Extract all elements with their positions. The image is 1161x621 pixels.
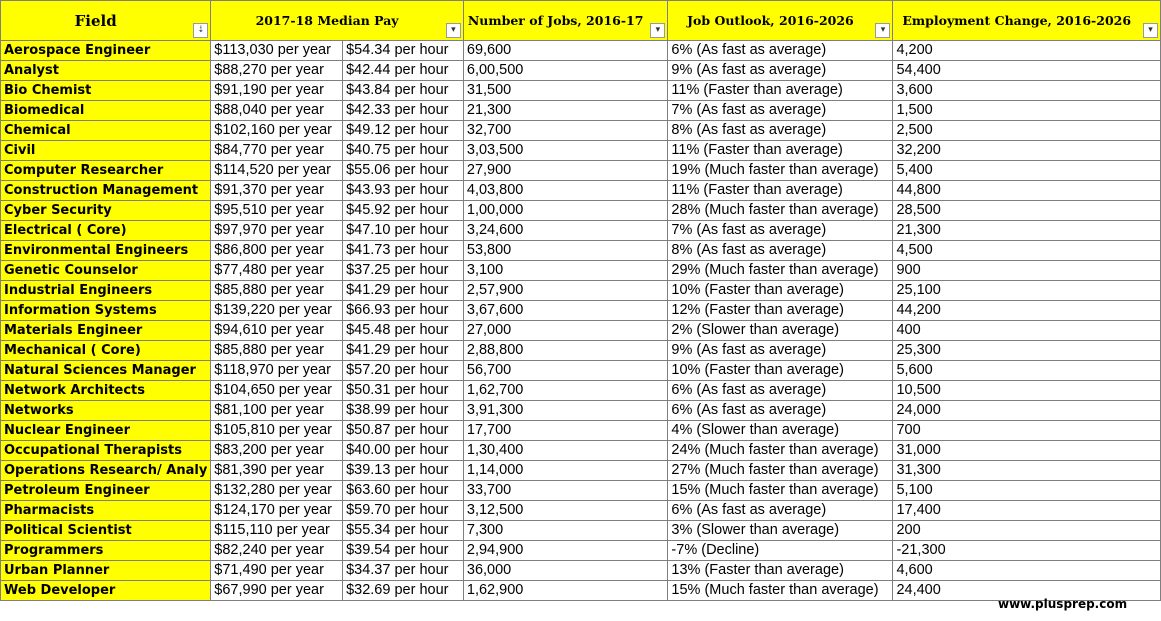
sort-filter-icon[interactable]: ⇣ [193, 23, 208, 38]
hourly-pay-cell[interactable]: $63.60 per hour [343, 481, 464, 501]
field-cell[interactable]: Chemical [1, 121, 211, 141]
employment-change-cell[interactable]: 200 [893, 521, 1161, 541]
annual-pay-cell[interactable]: $95,510 per year [211, 201, 343, 221]
jobs-cell[interactable]: 1,62,700 [463, 381, 668, 401]
jobs-cell[interactable]: 36,000 [463, 561, 668, 581]
outlook-cell[interactable]: 10% (Faster than average) [668, 361, 893, 381]
annual-pay-cell[interactable]: $83,200 per year [211, 441, 343, 461]
table-row [1, 61, 1161, 81]
outlook-cell[interactable]: -7% (Decline) [668, 541, 893, 561]
employment-change-cell[interactable]: -21,300 [893, 541, 1161, 561]
header-number-of-jobs: Number of Jobs, 2016-17 ▾ [463, 1, 668, 41]
hourly-pay-cell[interactable]: $34.37 per hour [343, 561, 464, 581]
field-cell[interactable]: Networks [1, 401, 211, 421]
annual-pay-cell[interactable]: $86,800 per year [211, 241, 343, 261]
outlook-cell[interactable]: 15% (Much faster than average) [668, 481, 893, 501]
table-body [1, 41, 1161, 601]
field-cell[interactable]: Computer Researcher [1, 161, 211, 181]
field-cell[interactable]: Analyst [1, 61, 211, 81]
outlook-cell[interactable]: 7% (As fast as average) [668, 101, 893, 121]
jobs-cell[interactable]: 21,300 [463, 101, 668, 121]
field-cell[interactable]: Pharmacists [1, 501, 211, 521]
employment-change-cell[interactable]: 17,400 [893, 501, 1161, 521]
annual-pay-cell[interactable]: $91,190 per year [211, 81, 343, 101]
employment-change-cell[interactable]: 31,300 [893, 461, 1161, 481]
annual-pay-cell[interactable]: $94,610 per year [211, 321, 343, 341]
table-row [1, 401, 1161, 421]
hourly-pay-cell[interactable]: $45.48 per hour [343, 321, 464, 341]
outlook-cell[interactable]: 24% (Much faster than average) [668, 441, 893, 461]
annual-pay-cell[interactable]: $88,040 per year [211, 101, 343, 121]
outlook-cell[interactable]: 2% (Slower than average) [668, 321, 893, 341]
hourly-pay-cell[interactable]: $54.34 per hour [343, 41, 464, 61]
field-cell[interactable]: Electrical ( Core) [1, 221, 211, 241]
annual-pay-cell[interactable]: $88,270 per year [211, 61, 343, 81]
annual-pay-cell[interactable]: $124,170 per year [211, 501, 343, 521]
dropdown-icon[interactable]: ▾ [446, 23, 461, 38]
jobs-cell[interactable]: 27,900 [463, 161, 668, 181]
outlook-cell[interactable]: 10% (Faster than average) [668, 281, 893, 301]
employment-change-cell[interactable]: 21,300 [893, 221, 1161, 241]
outlook-cell[interactable]: 8% (As fast as average) [668, 241, 893, 261]
outlook-cell[interactable]: 6% (As fast as average) [668, 501, 893, 521]
employment-change-cell[interactable]: 25,100 [893, 281, 1161, 301]
hourly-pay-cell[interactable]: $55.34 per hour [343, 521, 464, 541]
hourly-pay-cell[interactable]: $39.54 per hour [343, 541, 464, 561]
outlook-cell[interactable]: 4% (Slower than average) [668, 421, 893, 441]
dropdown-icon[interactable]: ▾ [875, 23, 890, 38]
annual-pay-cell[interactable]: $81,100 per year [211, 401, 343, 421]
annual-pay-cell[interactable]: $102,160 per year [211, 121, 343, 141]
annual-pay-cell[interactable]: $115,110 per year [211, 521, 343, 541]
field-cell[interactable]: Cyber Security [1, 201, 211, 221]
table-row [1, 221, 1161, 241]
table-row [1, 561, 1161, 581]
hourly-pay-cell[interactable]: $66.93 per hour [343, 301, 464, 321]
employment-change-cell[interactable]: 44,800 [893, 181, 1161, 201]
hourly-pay-cell[interactable]: $59.70 per hour [343, 501, 464, 521]
employment-change-cell[interactable]: 4,200 [893, 41, 1161, 61]
jobs-cell[interactable]: 3,91,300 [463, 401, 668, 421]
outlook-cell[interactable]: 6% (As fast as average) [668, 401, 893, 421]
outlook-cell[interactable]: 13% (Faster than average) [668, 561, 893, 581]
table-row [1, 41, 1161, 61]
table-row [1, 281, 1161, 301]
annual-pay-cell[interactable]: $81,390 per year [211, 461, 343, 481]
table-row [1, 581, 1161, 601]
jobs-cell[interactable]: 17,700 [463, 421, 668, 441]
outlook-cell[interactable]: 7% (As fast as average) [668, 221, 893, 241]
employment-change-cell[interactable]: 24,400 [893, 581, 1161, 601]
employment-change-cell[interactable]: 24,000 [893, 401, 1161, 421]
outlook-cell[interactable]: 29% (Much faster than average) [668, 261, 893, 281]
annual-pay-cell[interactable]: $84,770 per year [211, 141, 343, 161]
table-row [1, 161, 1161, 181]
field-cell[interactable]: Petroleum Engineer [1, 481, 211, 501]
field-cell[interactable]: Industrial Engineers [1, 281, 211, 301]
table-row [1, 121, 1161, 141]
field-cell[interactable]: Political Scientist [1, 521, 211, 541]
jobs-cell[interactable]: 33,700 [463, 481, 668, 501]
field-cell[interactable]: Network Architects [1, 381, 211, 401]
field-cell[interactable]: Bio Chemist [1, 81, 211, 101]
hourly-pay-cell[interactable]: $50.87 per hour [343, 421, 464, 441]
jobs-cell[interactable]: 32,700 [463, 121, 668, 141]
field-cell[interactable]: Nuclear Engineer [1, 421, 211, 441]
employment-change-cell[interactable]: 10,500 [893, 381, 1161, 401]
table-row [1, 481, 1161, 501]
table-row [1, 521, 1161, 541]
table-row [1, 101, 1161, 121]
annual-pay-cell[interactable]: $91,370 per year [211, 181, 343, 201]
jobs-cell[interactable]: 6,00,500 [463, 61, 668, 81]
jobs-cell[interactable]: 3,67,600 [463, 301, 668, 321]
field-cell[interactable]: Web Developer [1, 581, 211, 601]
jobs-cell[interactable]: 7,300 [463, 521, 668, 541]
employment-change-cell[interactable]: 1,500 [893, 101, 1161, 121]
hourly-pay-cell[interactable]: $43.93 per hour [343, 181, 464, 201]
field-cell[interactable]: Biomedical [1, 101, 211, 121]
employment-change-cell[interactable]: 25,300 [893, 341, 1161, 361]
employment-change-cell[interactable]: 31,000 [893, 441, 1161, 461]
employment-change-cell[interactable]: 700 [893, 421, 1161, 441]
jobs-cell[interactable]: 4,03,800 [463, 181, 668, 201]
table-row [1, 201, 1161, 221]
jobs-cell[interactable]: 3,03,500 [463, 141, 668, 161]
jobs-cell[interactable]: 1,00,000 [463, 201, 668, 221]
hourly-pay-cell[interactable]: $41.73 per hour [343, 241, 464, 261]
table-row [1, 381, 1161, 401]
employment-change-cell[interactable]: 28,500 [893, 201, 1161, 221]
annual-pay-cell[interactable]: $85,880 per year [211, 341, 343, 361]
table-row [1, 341, 1161, 361]
jobs-cell[interactable]: 69,600 [463, 41, 668, 61]
field-cell[interactable]: Construction Management [1, 181, 211, 201]
outlook-cell[interactable]: 6% (As fast as average) [668, 41, 893, 61]
table-row [1, 141, 1161, 161]
annual-pay-cell[interactable]: $97,970 per year [211, 221, 343, 241]
hourly-pay-cell[interactable]: $41.29 per hour [343, 341, 464, 361]
employment-change-cell[interactable]: 400 [893, 321, 1161, 341]
outlook-cell[interactable]: 15% (Much faster than average) [668, 581, 893, 601]
outlook-cell[interactable]: 19% (Much faster than average) [668, 161, 893, 181]
employment-change-cell[interactable]: 4,500 [893, 241, 1161, 261]
jobs-cell[interactable]: 27,000 [463, 321, 668, 341]
jobs-cell[interactable]: 53,800 [463, 241, 668, 261]
header-employment-change: Employment Change, 2016-2026 ▾ [893, 1, 1161, 41]
annual-pay-cell[interactable]: $104,650 per year [211, 381, 343, 401]
hourly-pay-cell[interactable]: $57.20 per hour [343, 361, 464, 381]
hourly-pay-cell[interactable]: $55.06 per hour [343, 161, 464, 181]
field-cell[interactable]: Genetic Counselor [1, 261, 211, 281]
annual-pay-cell[interactable]: $82,240 per year [211, 541, 343, 561]
dropdown-icon[interactable]: ▾ [650, 23, 665, 38]
hourly-pay-cell[interactable]: $32.69 per hour [343, 581, 464, 601]
employment-change-cell[interactable]: 54,400 [893, 61, 1161, 81]
hourly-pay-cell[interactable]: $47.10 per hour [343, 221, 464, 241]
hourly-pay-cell[interactable]: $41.29 per hour [343, 281, 464, 301]
employment-change-cell[interactable]: 3,600 [893, 81, 1161, 101]
employment-change-cell[interactable]: 2,500 [893, 121, 1161, 141]
annual-pay-cell[interactable]: $105,810 per year [211, 421, 343, 441]
header-field: Field ⇣ [1, 1, 211, 41]
table-row [1, 301, 1161, 321]
outlook-cell[interactable]: 6% (As fast as average) [668, 381, 893, 401]
employment-change-cell[interactable]: 32,200 [893, 141, 1161, 161]
outlook-cell[interactable]: 3% (Slower than average) [668, 521, 893, 541]
table-row [1, 241, 1161, 261]
table-row [1, 441, 1161, 461]
employment-change-cell[interactable]: 4,600 [893, 561, 1161, 581]
hourly-pay-cell[interactable]: $42.33 per hour [343, 101, 464, 121]
annual-pay-cell[interactable]: $139,220 per year [211, 301, 343, 321]
hourly-pay-cell[interactable]: $45.92 per hour [343, 201, 464, 221]
site-watermark: www.plusprep.com [998, 597, 1128, 611]
jobs-cell[interactable]: 3,24,600 [463, 221, 668, 241]
table-row [1, 421, 1161, 441]
employment-change-cell[interactable]: 5,100 [893, 481, 1161, 501]
field-cell[interactable]: Aerospace Engineer [1, 41, 211, 61]
table-row [1, 461, 1161, 481]
table-row [1, 361, 1161, 381]
annual-pay-cell[interactable]: $132,280 per year [211, 481, 343, 501]
employment-change-cell[interactable]: 5,600 [893, 361, 1161, 381]
field-cell[interactable]: Mechanical ( Core) [1, 341, 211, 361]
header-median-pay: 2017-18 Median Pay ▾ [211, 1, 464, 41]
table-row [1, 321, 1161, 341]
field-cell[interactable]: Information Systems [1, 301, 211, 321]
jobs-cell[interactable]: 3,100 [463, 261, 668, 281]
hourly-pay-cell[interactable]: $40.75 per hour [343, 141, 464, 161]
outlook-cell[interactable]: 28% (Much faster than average) [668, 201, 893, 221]
jobs-cell[interactable]: 2,94,900 [463, 541, 668, 561]
annual-pay-cell[interactable]: $77,480 per year [211, 261, 343, 281]
hourly-pay-cell[interactable]: $38.99 per hour [343, 401, 464, 421]
outlook-cell[interactable]: 11% (Faster than average) [668, 181, 893, 201]
jobs-cell[interactable]: 1,14,000 [463, 461, 668, 481]
field-cell[interactable]: Natural Sciences Manager [1, 361, 211, 381]
table-row [1, 501, 1161, 521]
outlook-cell[interactable]: 11% (Faster than average) [668, 81, 893, 101]
field-cell[interactable]: Materials Engineer [1, 321, 211, 341]
employment-change-cell[interactable]: 900 [893, 261, 1161, 281]
header-job-outlook: Job Outlook, 2016-2026 ▾ [668, 1, 893, 41]
field-cell[interactable]: Environmental Engineers [1, 241, 211, 261]
field-cell[interactable]: Occupational Therapists [1, 441, 211, 461]
header-row [1, 1, 1161, 41]
table-row [1, 181, 1161, 201]
jobs-cell[interactable]: 2,88,800 [463, 341, 668, 361]
outlook-cell[interactable]: 11% (Faster than average) [668, 141, 893, 161]
table-row [1, 81, 1161, 101]
hourly-pay-cell[interactable]: $37.25 per hour [343, 261, 464, 281]
annual-pay-cell[interactable]: $67,990 per year [211, 581, 343, 601]
jobs-cell[interactable]: 3,12,500 [463, 501, 668, 521]
hourly-pay-cell[interactable]: $39.13 per hour [343, 461, 464, 481]
annual-pay-cell[interactable]: $114,520 per year [211, 161, 343, 181]
employment-change-cell[interactable]: 5,400 [893, 161, 1161, 181]
outlook-cell[interactable]: 8% (As fast as average) [668, 121, 893, 141]
outlook-cell[interactable]: 9% (As fast as average) [668, 61, 893, 81]
table-row [1, 261, 1161, 281]
jobs-cell[interactable]: 31,500 [463, 81, 668, 101]
annual-pay-cell[interactable]: $71,490 per year [211, 561, 343, 581]
field-cell[interactable]: Operations Research/ Analy [1, 461, 211, 481]
hourly-pay-cell[interactable]: $49.12 per hour [343, 121, 464, 141]
annual-pay-cell[interactable]: $85,880 per year [211, 281, 343, 301]
field-cell[interactable]: Urban Planner [1, 561, 211, 581]
dropdown-icon[interactable]: ▾ [1143, 23, 1158, 38]
hourly-pay-cell[interactable]: $42.44 per hour [343, 61, 464, 81]
jobs-cell[interactable]: 1,62,900 [463, 581, 668, 601]
annual-pay-cell[interactable]: $118,970 per year [211, 361, 343, 381]
jobs-cell[interactable]: 1,30,400 [463, 441, 668, 461]
jobs-cell[interactable]: 56,700 [463, 361, 668, 381]
employment-change-cell[interactable]: 44,200 [893, 301, 1161, 321]
outlook-cell[interactable]: 9% (As fast as average) [668, 341, 893, 361]
table-row [1, 541, 1161, 561]
jobs-cell[interactable]: 2,57,900 [463, 281, 668, 301]
hourly-pay-cell[interactable]: $50.31 per hour [343, 381, 464, 401]
outlook-cell[interactable]: 27% (Much faster than average) [668, 461, 893, 481]
field-cell[interactable]: Civil [1, 141, 211, 161]
outlook-cell[interactable]: 12% (Faster than average) [668, 301, 893, 321]
hourly-pay-cell[interactable]: $40.00 per hour [343, 441, 464, 461]
field-cell[interactable]: Programmers [1, 541, 211, 561]
annual-pay-cell[interactable]: $113,030 per year [211, 41, 343, 61]
hourly-pay-cell[interactable]: $43.84 per hour [343, 81, 464, 101]
